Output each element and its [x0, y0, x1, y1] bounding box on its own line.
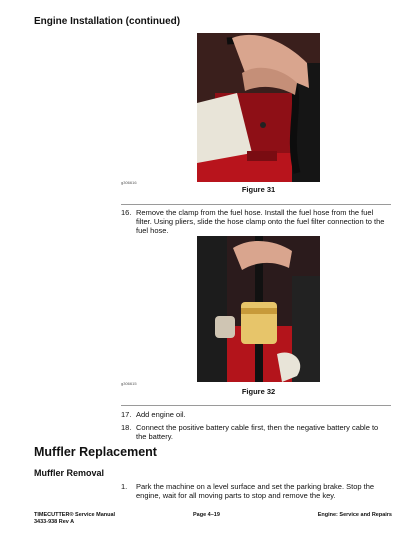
- figure-32-photo: [197, 236, 320, 382]
- footer-doc-number: 3433-938 Rev A: [34, 519, 75, 525]
- footer-manual-title: TIMECUTTER® Service Manual: [34, 512, 116, 518]
- divider: [121, 405, 391, 406]
- section-title: Engine Installation (continued): [34, 16, 181, 27]
- figure-32-image-id: g306615: [121, 381, 137, 386]
- step-18: [121, 423, 386, 441]
- step-text: Connect the positive battery cable first, then the negative battery cable to the battery.: [136, 423, 379, 441]
- footer-chapter: Engine: Service and Repairs: [317, 512, 392, 518]
- footer-page-number: Page 4–19: [193, 512, 220, 518]
- figure-31-image-id: g306616: [121, 180, 137, 185]
- step-17: [121, 410, 386, 419]
- step-number: 1.: [121, 482, 128, 491]
- footer-left: [34, 512, 115, 526]
- figure-31-photo: [197, 33, 320, 182]
- step-text: Remove the clamp from the fuel hose. Install the fuel hose from the fuel filter. Using pliers, slide the hose clamp onto the fuel filter connection to the fuel hose.: [136, 208, 385, 235]
- step-text: Park the machine on a level surface and set the parking brake. Stop the engine, wait for all moving parts to stop and remove the key.: [136, 482, 375, 500]
- step-number: 17.: [121, 410, 132, 419]
- muffler-removal-subheading: Muffler Removal: [34, 468, 105, 478]
- figure-31-caption: Figure 31: [241, 185, 276, 194]
- muffler-replacement-heading: Muffler Replacement: [34, 445, 157, 459]
- step-number: 16.: [121, 208, 132, 217]
- muffler-step-1: [121, 482, 386, 500]
- step-text: Add engine oil.: [136, 410, 186, 419]
- step-16: [121, 208, 386, 235]
- divider: [121, 204, 391, 205]
- step-number: 18.: [121, 423, 132, 432]
- figure-32-caption: Figure 32: [241, 387, 276, 396]
